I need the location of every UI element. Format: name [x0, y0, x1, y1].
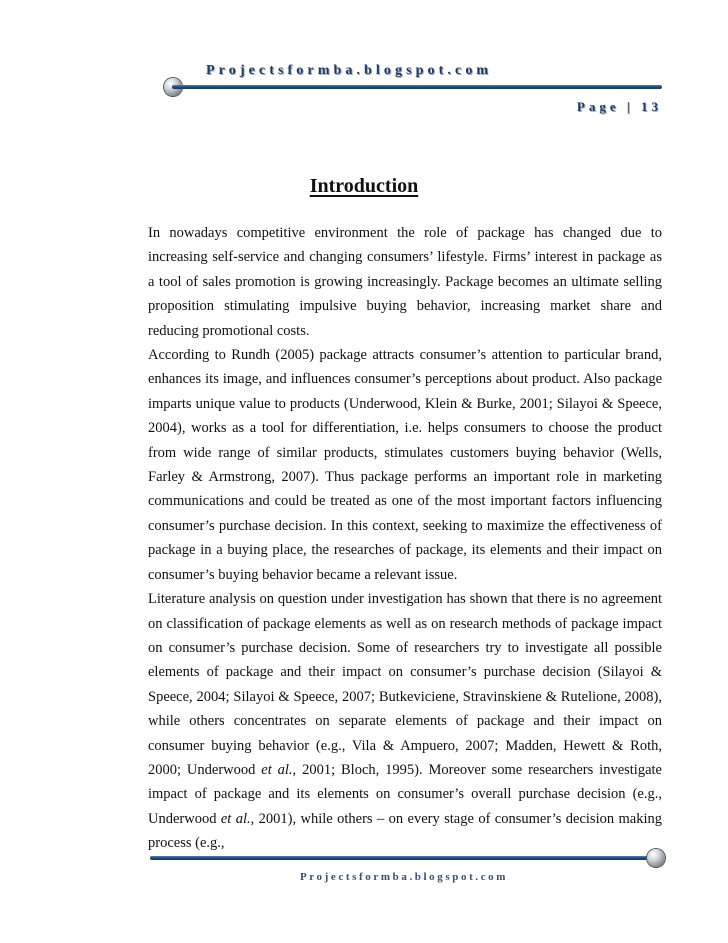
footer-site-name: Projectsformba.blogspot.com — [299, 871, 509, 883]
header-site-name: Projectsformba.blogspot.com — [206, 63, 493, 78]
paragraph-3-part-2: , 2001; Bloch, 1995). Moreover some researchers investigate impact of package and its elements on consumer’s overall purchase decision (e.g., Underwood — [148, 761, 662, 827]
citation-et-al: et al. — [220, 810, 251, 827]
footer-rule — [150, 856, 650, 860]
paragraph-3-part-3: , 2001), while others – on every stage of consumer’s decision making process (e.g., — [148, 810, 662, 852]
footer-orb-icon — [647, 849, 665, 867]
paragraph-3-part-1: Literature analysis on question under investigation has shown that there is no agreement on classification of package elements as well as on research methods of package impact on consumer’s purchase decision. Some of researchers try to investigate all possible elements of package and their impact on consumer’s purchase decision (Silayoi & Speece, 2004; Silayoi & Speece, 2007; Butkeviciene, Stravinskiene & Rutelione, 2008), while others concentrates on separate elements of package and their impact on consumer buying behavior (e.g., Vila & Ampuero, 2007; Madden, Hewett & Roth, 2000; Underwood — [148, 591, 662, 778]
page-number: Page | 13 — [576, 99, 662, 114]
paragraph-2: According to Rundh (2005) package attracts consumer’s attention to particular brand, enhances its image, and influences consumer’s perceptions about product. Also package imparts unique value to products (Underwood, Klein & Burke, 2001; Silayoi & Speece, 2004), works as a tool for differentiation, i.e. helps consumers to choose the product from wide range of similar products, stimulates customers buying behavior (Wells, Farley & Armstrong, 2007). Thus package performs an important role in marketing communications and could be treated as one of the most important factors influencing consumer’s purchase decision. In this context, seeking to maximize the effectiveness of package in a buying place, the researches of package, its elements and their impact on consumer’s buying behavior became a relevant issue. — [148, 347, 662, 583]
paragraph-1: In nowadays competitive environment the role of package has changed due to increasing self-service and changing consumers’ lifestyle. Firms’ interest in package as a tool of sales promotion is growing increasingly. Package becomes an ultimate selling proposition stimulating impulsive buying behavior, increasing market share and reducing promotional costs. — [148, 225, 662, 339]
paragraph-3 — [148, 587, 662, 855]
document-body — [148, 221, 662, 856]
header-rule — [172, 85, 662, 89]
document-title: Introduction — [309, 175, 419, 197]
citation-et-al: et al. — [261, 761, 293, 778]
